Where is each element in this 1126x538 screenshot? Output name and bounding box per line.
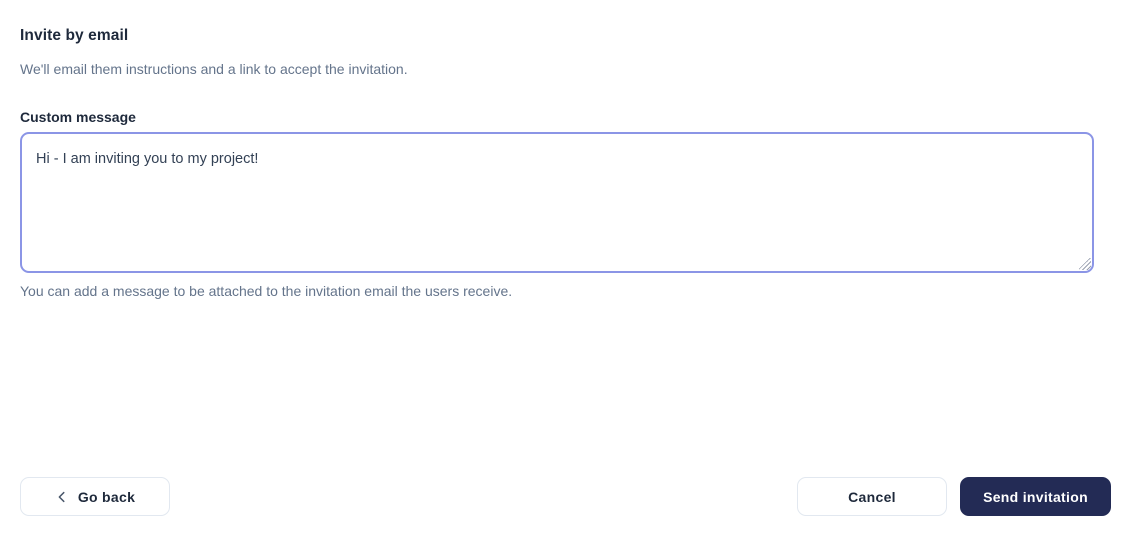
send-invitation-button[interactable] [960, 477, 1111, 516]
footer-right-actions [797, 477, 1111, 516]
resize-grip-icon[interactable] [1079, 258, 1091, 270]
custom-message-helper-text: You can add a message to be attached to the invitation email the users receive. [20, 282, 513, 299]
go-back-label: Go back [77, 488, 136, 505]
chevron-left-icon [55, 490, 69, 504]
custom-message-field-wrap [20, 132, 1094, 273]
cancel-label: Cancel [848, 488, 896, 505]
page-title: Invite by email [20, 27, 129, 44]
footer-actions [20, 477, 1111, 516]
page-subtitle: We'll email them instructions and a link to accept the invitation. [20, 60, 408, 77]
send-invitation-label: Send invitation [983, 488, 1088, 505]
go-back-button[interactable] [20, 477, 170, 516]
cancel-button[interactable] [797, 477, 947, 516]
custom-message-textarea[interactable] [20, 132, 1094, 273]
custom-message-label: Custom message [20, 108, 136, 125]
